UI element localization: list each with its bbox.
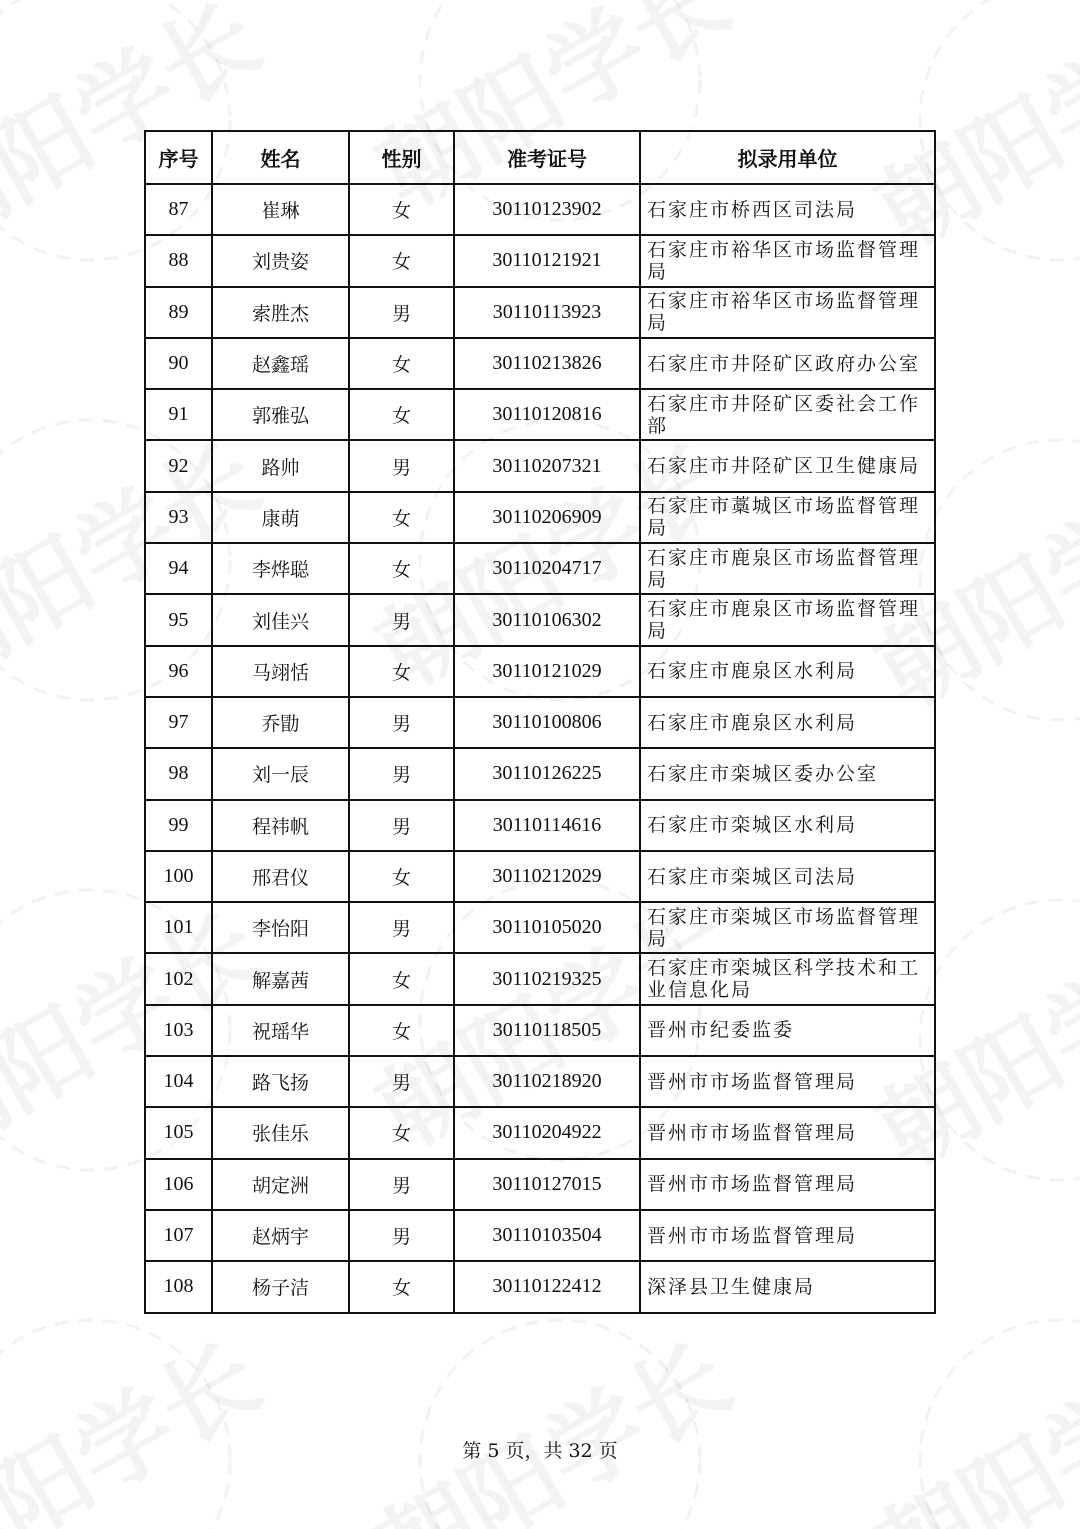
watermark-ring <box>420 1320 700 1529</box>
cell-name: 赵鑫瑶 <box>212 338 349 389</box>
watermark-logo <box>0 1321 278 1529</box>
table-row <box>145 646 935 697</box>
watermark-ring <box>0 1320 230 1529</box>
footer-total-pages: 32 <box>568 1440 593 1462</box>
header-no: 序号 <box>145 131 212 184</box>
header-exam-id: 准考证号 <box>454 131 640 184</box>
cell-exam-id: 30110204717 <box>454 543 640 594</box>
table-row <box>145 748 935 799</box>
cell-unit: 石家庄市裕华区市场监督管理局 <box>640 287 935 338</box>
header-name: 姓名 <box>212 131 349 184</box>
table-row <box>145 697 935 748</box>
cell-gender: 男 <box>349 1159 454 1210</box>
cell-name: 李烨聪 <box>212 543 349 594</box>
cell-name: 乔勖 <box>212 697 349 748</box>
cell-gender: 女 <box>349 1107 454 1158</box>
cell-exam-id: 30110105020 <box>454 902 640 953</box>
table-row <box>145 184 935 235</box>
cell-name: 程祎帆 <box>212 800 349 851</box>
watermark-ring <box>920 0 1080 260</box>
cell-exam-id: 30110127015 <box>454 1159 640 1210</box>
cell-no: 106 <box>145 1159 212 1210</box>
cell-exam-id: 30110121029 <box>454 646 640 697</box>
cell-exam-id: 30110212029 <box>454 851 640 902</box>
cell-unit: 石家庄市鹿泉区水利局 <box>640 697 935 748</box>
cell-name: 杨子洁 <box>212 1261 349 1312</box>
cell-unit: 石家庄市栾城区科学技术和工业信息化局 <box>640 953 935 1004</box>
cell-exam-id: 30110213826 <box>454 338 640 389</box>
cell-gender: 女 <box>349 492 454 543</box>
cell-gender: 男 <box>349 748 454 799</box>
cell-gender: 男 <box>349 1210 454 1261</box>
cell-name: 路飞扬 <box>212 1056 349 1107</box>
cell-gender: 男 <box>349 594 454 645</box>
table-row <box>145 594 935 645</box>
cell-exam-id: 30110100806 <box>454 697 640 748</box>
cell-exam-id: 30110207321 <box>454 440 640 491</box>
cell-name: 郭雅弘 <box>212 389 349 440</box>
table-row <box>145 389 935 440</box>
cell-unit: 石家庄市栾城区司法局 <box>640 851 935 902</box>
cell-unit: 深泽县卫生健康局 <box>640 1261 935 1312</box>
cell-no: 95 <box>145 594 212 645</box>
table-row <box>145 902 935 953</box>
cell-no: 108 <box>145 1261 212 1312</box>
cell-name: 刘佳兴 <box>212 594 349 645</box>
cell-gender: 女 <box>349 1005 454 1056</box>
cell-name: 李怡阳 <box>212 902 349 953</box>
hiring-roster-table <box>144 130 936 1314</box>
cell-gender: 男 <box>349 1056 454 1107</box>
footer-middle: 页，共 <box>505 1440 563 1462</box>
cell-name: 索胜杰 <box>212 287 349 338</box>
table-header-row <box>145 131 935 184</box>
cell-exam-id: 30110204922 <box>454 1107 640 1158</box>
cell-no: 90 <box>145 338 212 389</box>
cell-exam-id: 30110219325 <box>454 953 640 1004</box>
cell-no: 103 <box>145 1005 212 1056</box>
table-row <box>145 1210 935 1261</box>
cell-unit: 晋州市市场监督管理局 <box>640 1056 935 1107</box>
page-footer <box>0 1436 1080 1463</box>
cell-no: 89 <box>145 287 212 338</box>
cell-no: 102 <box>145 953 212 1004</box>
table-row <box>145 440 935 491</box>
cell-no: 100 <box>145 851 212 902</box>
cell-name: 路帅 <box>212 440 349 491</box>
table-row <box>145 492 935 543</box>
cell-name: 解嘉茜 <box>212 953 349 1004</box>
cell-unit: 晋州市纪委监委 <box>640 1005 935 1056</box>
cell-unit: 石家庄市栾城区水利局 <box>640 800 935 851</box>
cell-unit: 晋州市市场监督管理局 <box>640 1159 935 1210</box>
cell-no: 88 <box>145 235 212 286</box>
cell-name: 刘贵姿 <box>212 235 349 286</box>
cell-name: 张佳乐 <box>212 1107 349 1158</box>
cell-no: 99 <box>145 800 212 851</box>
cell-exam-id: 30110126225 <box>454 748 640 799</box>
cell-gender: 女 <box>349 851 454 902</box>
cell-name: 赵炳宇 <box>212 1210 349 1261</box>
table-row <box>145 1261 935 1312</box>
table-row <box>145 543 935 594</box>
cell-exam-id: 30110122412 <box>454 1261 640 1312</box>
cell-unit: 石家庄市栾城区市场监督管理局 <box>640 902 935 953</box>
cell-gender: 男 <box>349 440 454 491</box>
watermark-logo <box>860 1321 1080 1529</box>
cell-no: 97 <box>145 697 212 748</box>
cell-gender: 男 <box>349 697 454 748</box>
cell-no: 101 <box>145 902 212 953</box>
cell-unit: 石家庄市藁城区市场监督管理局 <box>640 492 935 543</box>
table-row <box>145 851 935 902</box>
watermark-ring <box>920 440 1080 720</box>
cell-name: 胡定洲 <box>212 1159 349 1210</box>
watermark-ring <box>920 1320 1080 1529</box>
table-row <box>145 1159 935 1210</box>
footer-suffix: 页 <box>598 1440 618 1462</box>
cell-name: 祝瑶华 <box>212 1005 349 1056</box>
cell-gender: 女 <box>349 543 454 594</box>
cell-exam-id: 30110103504 <box>454 1210 640 1261</box>
cell-unit: 石家庄市桥西区司法局 <box>640 184 935 235</box>
cell-gender: 男 <box>349 287 454 338</box>
cell-unit: 石家庄市井陉矿区卫生健康局 <box>640 440 935 491</box>
cell-gender: 女 <box>349 389 454 440</box>
table-row <box>145 800 935 851</box>
cell-no: 96 <box>145 646 212 697</box>
watermark-ring <box>920 900 1080 1180</box>
cell-exam-id: 30110113923 <box>454 287 640 338</box>
table-row <box>145 1107 935 1158</box>
cell-no: 104 <box>145 1056 212 1107</box>
cell-exam-id: 30110218920 <box>454 1056 640 1107</box>
cell-exam-id: 30110121921 <box>454 235 640 286</box>
cell-exam-id: 30110114616 <box>454 800 640 851</box>
cell-unit: 石家庄市鹿泉区市场监督管理局 <box>640 543 935 594</box>
cell-unit: 晋州市市场监督管理局 <box>640 1107 935 1158</box>
cell-unit: 石家庄市鹿泉区水利局 <box>640 646 935 697</box>
cell-unit: 晋州市市场监督管理局 <box>640 1210 935 1261</box>
cell-gender: 女 <box>349 184 454 235</box>
cell-exam-id: 30110123902 <box>454 184 640 235</box>
cell-unit: 石家庄市井陉矿区政府办公室 <box>640 338 935 389</box>
table-row <box>145 1005 935 1056</box>
table-row <box>145 953 935 1004</box>
footer-prefix: 第 <box>462 1440 482 1462</box>
cell-no: 105 <box>145 1107 212 1158</box>
cell-unit: 石家庄市栾城区委办公室 <box>640 748 935 799</box>
cell-exam-id: 30110118505 <box>454 1005 640 1056</box>
cell-gender: 女 <box>349 1261 454 1312</box>
cell-name: 刘一辰 <box>212 748 349 799</box>
watermark-logo <box>360 1321 749 1529</box>
header-gender: 性别 <box>349 131 454 184</box>
cell-no: 92 <box>145 440 212 491</box>
cell-name: 康萌 <box>212 492 349 543</box>
cell-no: 87 <box>145 184 212 235</box>
cell-unit: 石家庄市裕华区市场监督管理局 <box>640 235 935 286</box>
cell-exam-id: 30110206909 <box>454 492 640 543</box>
table-row <box>145 1056 935 1107</box>
cell-name: 崔琳 <box>212 184 349 235</box>
cell-gender: 女 <box>349 646 454 697</box>
table-row <box>145 235 935 286</box>
cell-name: 马翊恬 <box>212 646 349 697</box>
footer-page-number: 5 <box>487 1440 500 1462</box>
cell-no: 98 <box>145 748 212 799</box>
cell-gender: 女 <box>349 953 454 1004</box>
table-row <box>145 338 935 389</box>
cell-no: 94 <box>145 543 212 594</box>
cell-no: 93 <box>145 492 212 543</box>
cell-gender: 女 <box>349 338 454 389</box>
header-unit: 拟录用单位 <box>640 131 935 184</box>
cell-exam-id: 30110120816 <box>454 389 640 440</box>
cell-exam-id: 30110106302 <box>454 594 640 645</box>
cell-no: 107 <box>145 1210 212 1261</box>
cell-name: 邢君仪 <box>212 851 349 902</box>
table-row <box>145 287 935 338</box>
cell-no: 91 <box>145 389 212 440</box>
cell-gender: 男 <box>349 800 454 851</box>
cell-unit: 石家庄市鹿泉区市场监督管理局 <box>640 594 935 645</box>
cell-gender: 男 <box>349 902 454 953</box>
cell-gender: 女 <box>349 235 454 286</box>
cell-unit: 石家庄市井陉矿区委社会工作部 <box>640 389 935 440</box>
